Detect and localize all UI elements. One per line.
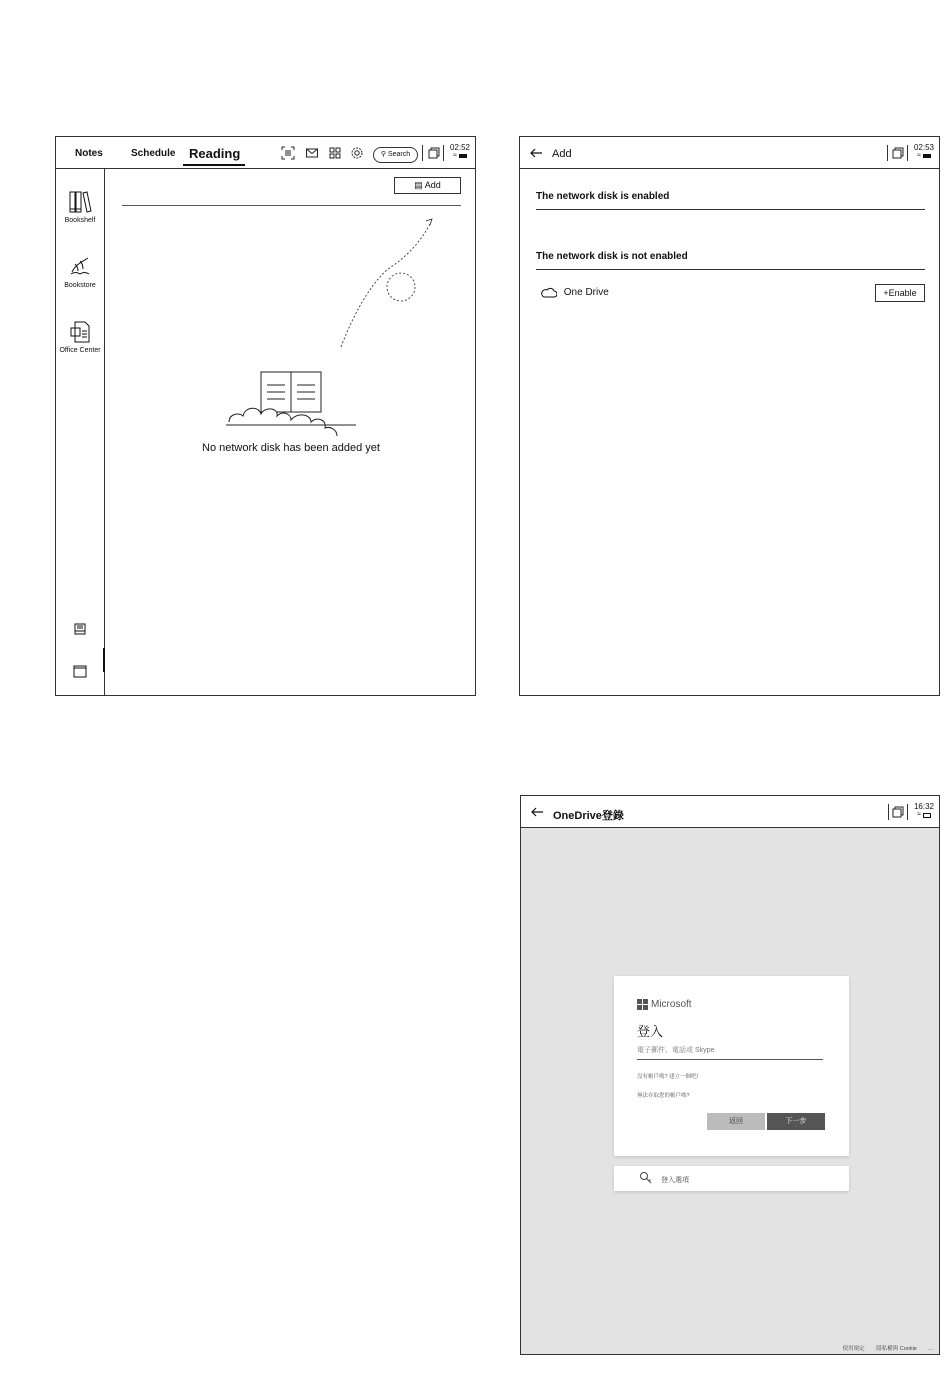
sidebar-item-office-center[interactable] (56, 319, 104, 354)
apps-grid-icon[interactable] (328, 146, 342, 160)
divider (422, 145, 423, 161)
folder-icon (72, 663, 88, 679)
clock: 02:53 (913, 143, 935, 152)
status-area (910, 803, 938, 819)
sidebar-item-network-disk[interactable] (56, 621, 104, 639)
divider (888, 804, 889, 820)
footer (833, 1344, 933, 1352)
bookstore-icon (67, 254, 93, 280)
onedrive-login-screen (520, 795, 940, 1355)
add-button[interactable] (394, 177, 461, 194)
mail-icon[interactable] (305, 146, 319, 160)
enable-button[interactable] (875, 284, 925, 302)
search-icon: ⚲ (380, 151, 386, 158)
create-account-link[interactable]: 沒有帳戶嗎? 建立一個吧! (637, 1074, 699, 1080)
back-arrow-icon[interactable] (530, 805, 544, 819)
terms-link[interactable]: 使用規定 (842, 1346, 865, 1352)
top-bar (520, 137, 939, 169)
search-label: Search (387, 151, 411, 158)
battery-icon (923, 813, 931, 818)
sidebar-item-label: Office Center (59, 347, 101, 354)
tab-notes[interactable]: Notes (75, 148, 103, 159)
microsoft-signin-card (614, 976, 849, 1156)
divider-line (122, 205, 461, 206)
page-title: Add (552, 148, 572, 160)
login-webview (521, 828, 939, 1355)
brand-name: Microsoft (651, 999, 692, 1011)
divider (907, 145, 908, 161)
tab-schedule[interactable]: Schedule (131, 148, 176, 159)
battery-icon (459, 154, 467, 158)
divider (887, 145, 888, 161)
clock: 02:52 (449, 143, 471, 152)
plus-icon: + (883, 288, 889, 298)
top-bar (56, 137, 475, 169)
email-phone-skype-input[interactable] (637, 1045, 823, 1060)
onedrive-cloud-icon (540, 287, 557, 298)
enable-label: Enable (888, 288, 917, 298)
status-area (446, 144, 474, 160)
more-options-link[interactable]: ... (928, 1346, 933, 1352)
signin-options-button[interactable] (614, 1166, 849, 1191)
clock: 16:32 (913, 802, 935, 811)
divider-line (536, 209, 925, 210)
sidebar-item-label: Bookshelf (64, 217, 96, 224)
top-bar (521, 796, 939, 828)
onedrive-row (540, 287, 609, 298)
wifi-icon: ≈ (917, 152, 921, 159)
back-button[interactable]: 返回 (707, 1113, 765, 1130)
sidebar-item-folder[interactable] (56, 663, 104, 681)
tab-reading[interactable]: Reading (189, 146, 241, 161)
enabled-section-title: The network disk is enabled (536, 191, 670, 202)
empty-state-message: No network disk has been added yet (202, 442, 380, 454)
divider (443, 145, 444, 161)
next-button[interactable]: 下一步 (767, 1113, 825, 1130)
privacy-cookies-link[interactable]: 隱私權與 Cookie (876, 1346, 917, 1352)
empty-state-illustration (216, 207, 446, 467)
disk-icon: ▤ (414, 180, 423, 190)
divider-line (536, 269, 925, 270)
window-switch-icon[interactable] (427, 146, 441, 160)
wifi-icon: ≈ (917, 811, 921, 818)
wifi-icon: ≈ (453, 152, 457, 159)
active-tab-indicator (183, 164, 245, 166)
scan-icon[interactable] (281, 146, 295, 160)
sidebar (56, 169, 105, 696)
network-disk-icon (72, 621, 88, 637)
gear-icon[interactable] (350, 146, 364, 160)
service-name: One Drive (563, 287, 609, 299)
add-network-disk-screen (519, 136, 940, 696)
signin-heading: 登入 (637, 1024, 664, 1039)
not-enabled-section-title: The network disk is not enabled (536, 251, 688, 262)
reading-network-disk-screen (55, 136, 476, 696)
add-label: Add (424, 180, 441, 190)
status-area (910, 144, 938, 160)
microsoft-logo (637, 999, 692, 1010)
signin-options-label: 登入選項 (661, 1177, 689, 1184)
search-button[interactable] (373, 147, 418, 163)
office-center-icon (67, 319, 93, 345)
window-switch-icon[interactable] (891, 146, 905, 160)
page-title: OneDrive登錄 (553, 810, 624, 822)
cant-access-account-link[interactable]: 無法存取您的帳戶嗎? (637, 1093, 690, 1099)
window-switch-icon[interactable] (891, 805, 905, 819)
sidebar-item-bookshelf[interactable] (56, 189, 104, 224)
battery-icon (923, 154, 931, 158)
back-arrow-icon[interactable] (529, 146, 543, 160)
sidebar-item-bookstore[interactable] (56, 254, 104, 289)
microsoft-logo-icon (637, 999, 648, 1010)
input-placeholder: 電子郵件、電話或 Skype (637, 1047, 715, 1054)
key-icon (639, 1171, 653, 1185)
sidebar-item-label: Bookstore (64, 282, 96, 289)
divider (907, 804, 908, 820)
bookshelf-icon (67, 189, 93, 215)
